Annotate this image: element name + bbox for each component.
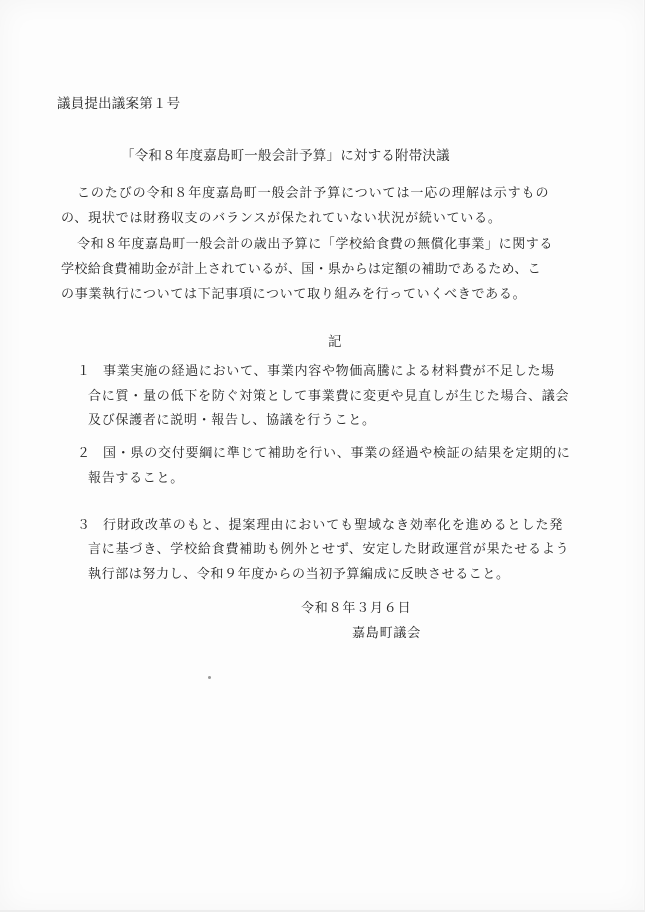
preamble-line: 学校給食費補助金が計上されているが、国・県からは定額の補助であるため、こ [61,262,542,277]
item-number: １ [77,364,91,379]
item-line: 事業実施の経過において、事業内容や物価高騰による材料費が不足した場 [103,364,555,379]
ki-heading: 記 [328,334,342,350]
council-name: 嘉島町議会 [352,626,422,641]
preamble-line: の事業執行については下記事項について取り組みを行っていくべきである。 [61,287,527,302]
item-number: ３ [77,518,91,533]
item-line: 報告すること。 [88,471,184,486]
item-line: 合に質・量の低下を防ぐ対策として事業費に変更や見直しが生じた場合、議会 [88,389,570,404]
item-number: ２ [77,446,91,461]
item-line: 及び保護者に説明・報告し、協議を行うこと。 [88,413,376,428]
scan-speck [208,676,211,679]
preamble-line: このたびの令和８年度嘉島町一般会計予算については一応の理解は示すもの [77,186,550,201]
item-line: 行財政改革のもと、提案理由においても聖域なき効率化を進めるとした発 [103,518,564,533]
bill-number: 議員提出議案第１号 [57,96,181,112]
preamble-line: の、現状では財務収支のバランスが保たれていない状況が続いている。 [61,211,502,226]
item-line: 言に基づき、学校給食費補助も例外とせず、安定した財政運営が果たせるよう [88,542,570,557]
item-line: 国・県の交付要綱に準じて補助を行い、事業の経過や検証の結果を定期的に [103,446,571,461]
item-line: 執行部は努力し、令和９年度からの当初予算編成に反映させること。 [88,567,510,582]
preamble-line: 令和８年度嘉島町一般会計の歳出予算に「学校給食費の無償化事業」に関する [77,237,554,252]
resolution-date: 令和８年３月６日 [301,601,412,616]
resolution-title: 「令和８年度嘉島町一般会計予算」に対する附帯決議 [121,148,450,164]
